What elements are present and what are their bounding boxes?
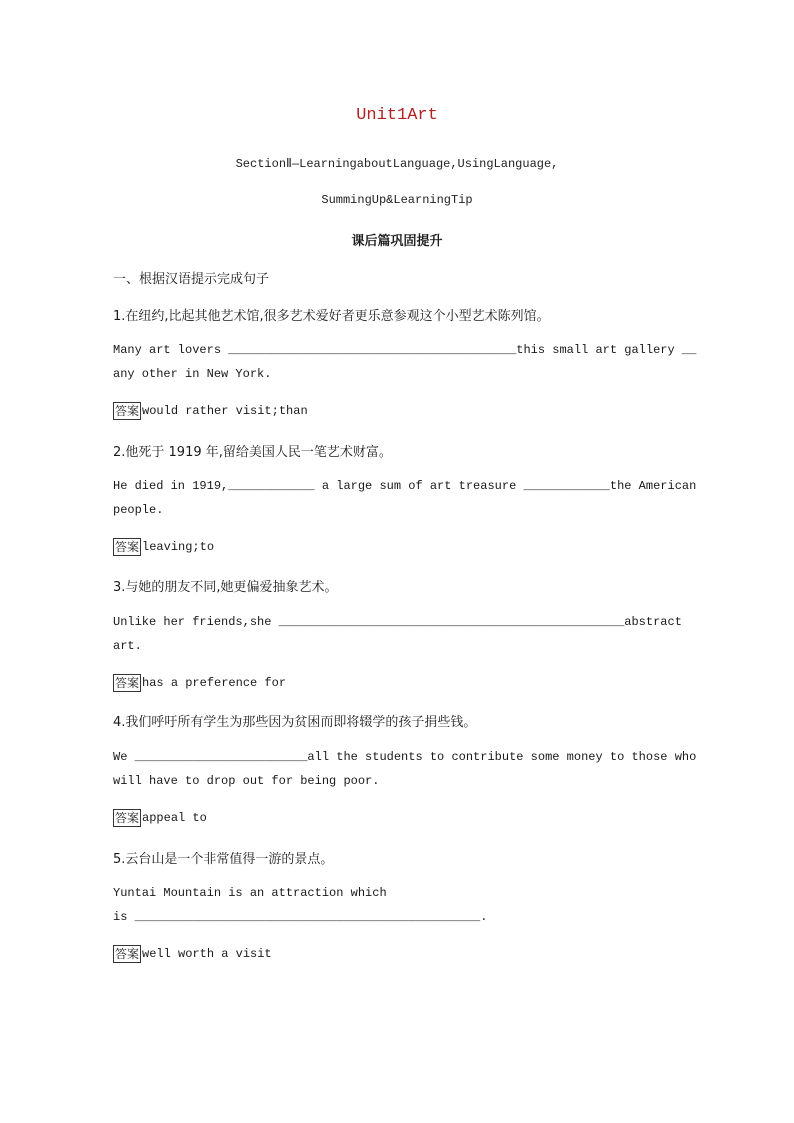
question-4-chinese: 4.我们呼吁所有学生为那些因为贫困而即将辍学的孩子捐些钱。 <box>113 715 477 730</box>
answer-label: 答案 <box>115 947 140 961</box>
question-3-line-1: Unlike her friends,she ________________________________________________abstract <box>113 615 682 629</box>
question-2-line-1: He died in 1919,____________ a large sum of art treasure ____________the American <box>113 479 697 493</box>
question-5-answer <box>113 945 272 963</box>
question-1-english <box>113 338 697 386</box>
page-title: Unit1Art <box>356 106 438 125</box>
answer-text: leaving;to <box>142 540 215 554</box>
question-4-english <box>113 745 697 793</box>
answer-label: 答案 <box>115 676 140 690</box>
question-2-answer <box>113 538 214 556</box>
section-heading: 课后篇巩固提升 <box>351 234 443 249</box>
question-3-english <box>113 610 681 658</box>
question-1-line-1: Many art lovers ________________________________________this small art gallery __ <box>113 343 697 357</box>
question-5-line-1: Yuntai Mountain is an attraction which <box>113 886 387 900</box>
exercise-instruction: 一、根据汉语提示完成句子 <box>113 272 270 287</box>
answer-text: appeal to <box>142 811 207 825</box>
question-3-answer <box>113 674 286 692</box>
question-1-chinese: 1.在纽约,比起其他艺术馆,很多艺术爱好者更乐意参观这个小型艺术陈列馆。 <box>113 309 550 324</box>
answer-label: 答案 <box>115 811 140 825</box>
answer-label: 答案 <box>115 404 140 418</box>
subtitle-line-2: SummingUp&LearningTip <box>321 193 473 207</box>
answer-text: would rather visit;than <box>142 404 308 418</box>
question-4-line-1: We ________________________all the students to contribute some money to those who <box>113 750 697 764</box>
question-5-line-2: is ________________________________________________. <box>113 910 488 924</box>
question-2-english <box>113 474 697 522</box>
question-5-english <box>113 881 681 929</box>
answer-label: 答案 <box>115 540 140 554</box>
answer-text: has a preference for <box>142 676 287 690</box>
question-5-chinese: 5.云台山是一个非常值得一游的景点。 <box>113 852 334 867</box>
question-4-answer <box>113 809 207 827</box>
question-1-line-2: any other in New York. <box>113 367 272 381</box>
question-3-line-2: art. <box>113 639 142 653</box>
question-2-chinese: 2.他死于 1919 年,留给美国人民一笔艺术财富。 <box>113 445 392 460</box>
question-4-line-2: will have to drop out for being poor. <box>113 774 380 788</box>
answer-text: well worth a visit <box>142 947 272 961</box>
subtitle-line-1: SectionⅡ—LearningaboutLanguage,UsingLanguage, <box>235 157 559 171</box>
question-1-answer <box>113 402 308 420</box>
question-2-line-2: people. <box>113 503 164 517</box>
question-3-chinese: 3.与她的朋友不同,她更偏爱抽象艺术。 <box>113 580 338 595</box>
